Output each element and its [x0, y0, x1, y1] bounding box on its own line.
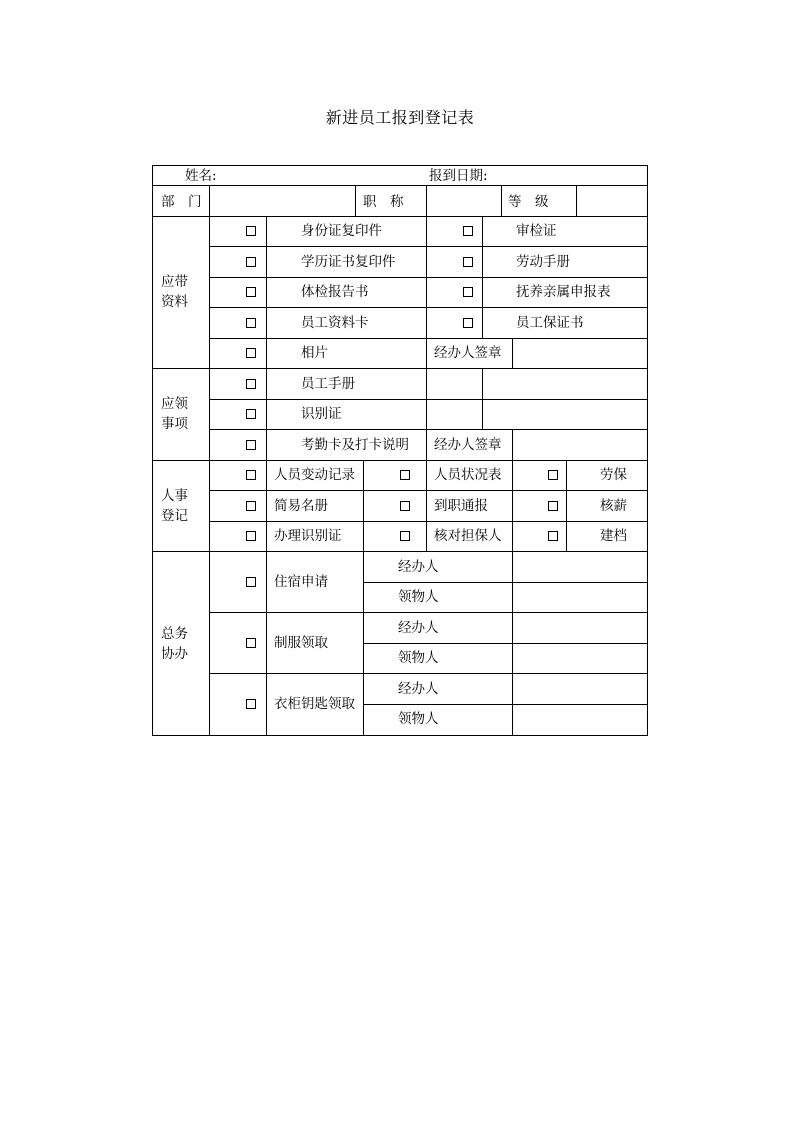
checkbox[interactable]: [246, 577, 256, 587]
col-line: [363, 460, 364, 735]
checkbox[interactable]: [400, 501, 410, 511]
checkbox[interactable]: [463, 318, 473, 328]
section-label: 人事: [161, 488, 188, 504]
checkbox[interactable]: [463, 287, 473, 297]
row-line: [153, 185, 647, 186]
col-line: [482, 368, 483, 429]
checkbox[interactable]: [246, 348, 256, 358]
checkbox[interactable]: [246, 287, 256, 297]
item-label: 审检证: [516, 223, 557, 239]
checkbox[interactable]: [246, 440, 256, 450]
col-line: [426, 216, 427, 460]
item-label: 劳保: [600, 467, 627, 483]
col-line: [512, 460, 513, 735]
handler-label: 经办人: [398, 681, 439, 697]
col-line: [501, 185, 502, 216]
section-label: 协办: [161, 646, 188, 662]
section-label: 总务: [161, 626, 188, 642]
col-line: [566, 460, 567, 551]
handler-label: 经办人: [398, 559, 439, 575]
row-line: [209, 612, 647, 613]
row-line: [209, 521, 647, 522]
col-line: [512, 338, 513, 368]
section-label: 事项: [161, 416, 188, 432]
position-label: 职 称: [363, 194, 404, 210]
checkbox[interactable]: [246, 257, 256, 267]
checkbox[interactable]: [463, 226, 473, 236]
item-label: 到职通报: [434, 498, 488, 514]
row-line: [153, 551, 647, 552]
row-line: [209, 490, 647, 491]
row-line: [153, 216, 647, 217]
item-label: 衣柜钥匙领取: [274, 696, 355, 712]
checkbox[interactable]: [246, 531, 256, 541]
checkbox[interactable]: [246, 638, 256, 648]
row-line: [209, 399, 647, 400]
col-line: [355, 185, 356, 216]
item-label: 办理识别证: [274, 528, 342, 544]
row-line: [363, 582, 647, 583]
col-line: [426, 460, 427, 551]
row-line: [209, 246, 647, 247]
item-label: 学历证书复印件: [301, 254, 396, 270]
receiver-label: 领物人: [398, 711, 439, 727]
row-line: [209, 338, 647, 339]
item-label: 核对担保人: [434, 528, 502, 544]
handler-label: 经办人: [398, 620, 439, 636]
checkbox[interactable]: [246, 470, 256, 480]
col-line: [266, 460, 267, 735]
row-line: [209, 673, 647, 674]
row-line: [153, 460, 647, 461]
row-line: [209, 307, 647, 308]
row-line: [209, 277, 647, 278]
checkbox[interactable]: [548, 501, 558, 511]
row-line: [153, 368, 647, 369]
checkbox[interactable]: [246, 379, 256, 389]
section-label: 应带: [161, 274, 188, 290]
item-label: 核薪: [600, 498, 627, 514]
col-line: [576, 185, 577, 216]
item-label: 相片: [301, 345, 328, 361]
sign-label: 经办人签章: [434, 437, 502, 453]
level-label: 等 级: [508, 194, 549, 210]
row-line: [209, 429, 647, 430]
col-line: [482, 216, 483, 338]
item-label: 员工资料卡: [301, 315, 369, 331]
checkbox[interactable]: [246, 501, 256, 511]
receiver-label: 领物人: [398, 589, 439, 605]
page-title: 新进员工报到登记表: [325, 108, 475, 127]
checkbox[interactable]: [548, 470, 558, 480]
name-label: 姓名:: [185, 168, 217, 184]
checkbox[interactable]: [246, 318, 256, 328]
item-label: 人员变动记录: [274, 467, 355, 483]
item-label: 员工手册: [301, 376, 355, 392]
checkbox[interactable]: [246, 409, 256, 419]
item-label: 制服领取: [274, 635, 328, 651]
col-line: [426, 185, 427, 216]
item-label: 建档: [600, 528, 627, 544]
checkbox[interactable]: [463, 257, 473, 267]
item-label: 身份证复印件: [301, 223, 382, 239]
item-label: 识别证: [301, 406, 342, 422]
item-label: 劳动手册: [516, 254, 570, 270]
item-label: 人员状况表: [434, 467, 502, 483]
checkbox[interactable]: [400, 470, 410, 480]
col-line: [209, 185, 210, 735]
row-line: [363, 643, 647, 644]
checkbox[interactable]: [246, 226, 256, 236]
item-label: 住宿申请: [274, 574, 328, 590]
registration-form: [152, 165, 648, 736]
col-line: [512, 429, 513, 460]
checkbox[interactable]: [246, 699, 256, 709]
sign-label: 经办人签章: [434, 345, 502, 361]
checkbox[interactable]: [400, 531, 410, 541]
section-label: 应领: [161, 396, 188, 412]
section-label: 登记: [161, 508, 188, 524]
section-label: 资料: [161, 294, 188, 310]
receiver-label: 领物人: [398, 650, 439, 666]
checkbox[interactable]: [548, 531, 558, 541]
date-label: 报到日期:: [429, 168, 488, 184]
item-label: 抚养亲属申报表: [516, 284, 611, 300]
row-line: [363, 704, 647, 705]
item-label: 简易名册: [274, 498, 328, 514]
dept-label: 部 门: [161, 194, 202, 210]
item-label: 员工保证书: [516, 315, 584, 331]
item-label: 体检报告书: [301, 284, 369, 300]
col-line: [266, 216, 267, 460]
item-label: 考勤卡及打卡说明: [301, 437, 409, 453]
